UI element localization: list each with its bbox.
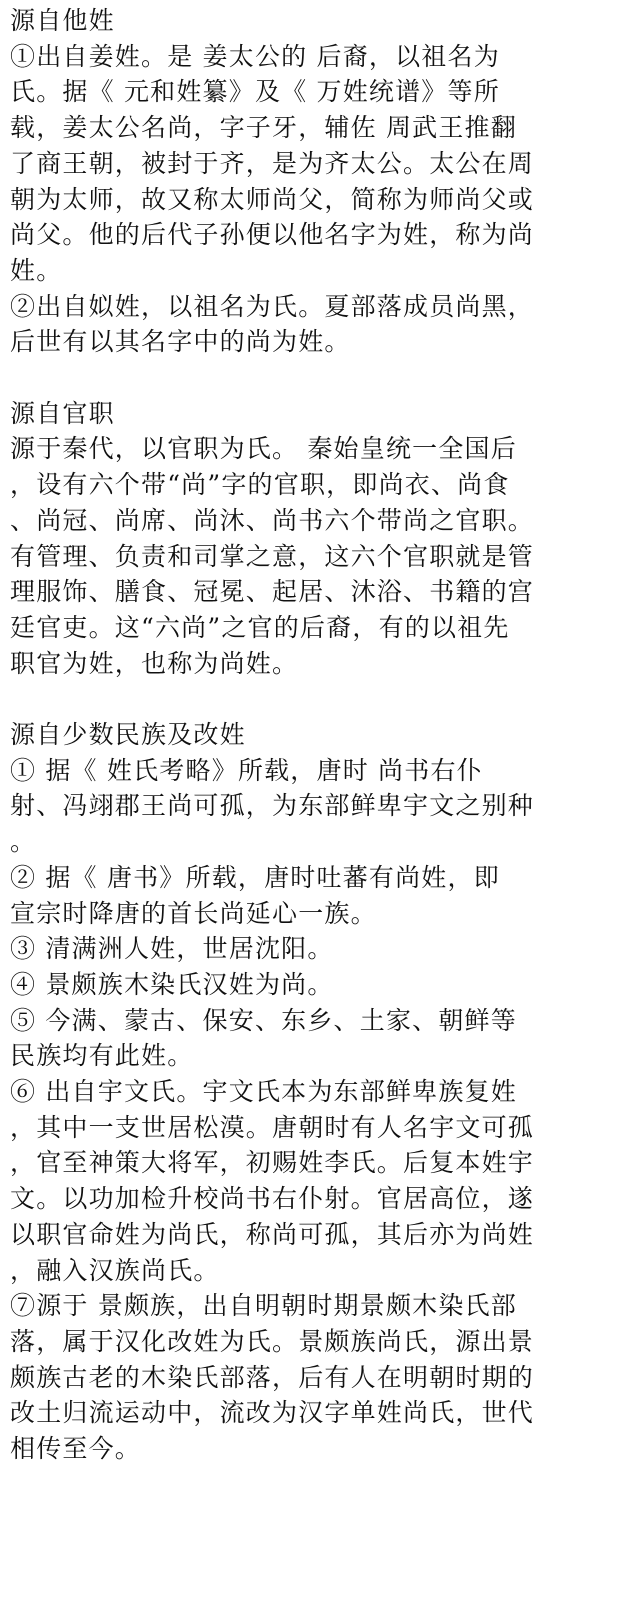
section-heading: 源自少数民族及改姓 [10,720,246,749]
paragraph-line: 以职官命姓为尚氏，称尚可孤，其后亦为尚姓 [10,1219,535,1249]
paragraph-line: 朝为太师，故又称太师尚父，简称为师尚父或 [10,184,535,214]
paragraph-line: ⑦源于 景颇族，出自明朝时期景颇木染氏部 [10,1291,517,1321]
paragraph-line: 。 [10,827,37,857]
section-heading: 源自官职 [10,398,115,428]
paragraph-line: ②出自姒姓，以祖名为氏。夏部落成员尚黑， [10,291,535,321]
paragraph-line: ①出自姜姓。是 姜太公的 后裔，以祖名为 [10,41,500,71]
paragraph-line: 职官为姓，也称为尚姓。 [10,648,299,678]
paragraph-line: ，融入汉族尚氏。 [10,1255,220,1285]
paragraph-line: 落，属于汉化改姓为氏。景颇族尚氏，源出景 [10,1326,535,1356]
paragraph-line: 改土归流运动中，流改为汉字单姓尚氏，世代 [10,1398,535,1428]
paragraph-line: 文。以功加检升校尚书右仆射。官居高位，遂 [10,1184,535,1214]
paragraph-line: 有管理、负责和司掌之意，这六个官职就是管 [10,541,535,571]
paragraph-line: ，设有六个带“尚”字的官职，即尚衣、尚食 [10,470,510,500]
paragraph-line: 民族均有此姓。 [10,1041,194,1071]
paragraph-line: ③ 清满洲人姓，世居沈阳。 [10,934,334,964]
paragraph-line: 射、冯翊郡王尚可孤，为东部鲜卑宇文之别种 [10,791,535,821]
paragraph-line: 姓。 [10,255,63,285]
paragraph-line: 氏。据《 元和姓纂》及《 万姓统谱》等所 [10,77,500,107]
paragraph-line: ⑥ 出自宇文氏。宇文氏本为东部鲜卑族复姓 [10,1077,517,1106]
section-heading: 源自他姓 [10,6,115,35]
paragraph-line: ④ 景颇族木染氏汉姓为尚。 [10,969,334,999]
paragraph-line: ② 据《 唐书》所载，唐时吐蕃有尚姓，即 [10,862,500,892]
paragraph-line: ① 据《 姓氏考略》所载，唐时 尚书右仆 [10,755,483,785]
paragraph-line: 相传至今。 [10,1434,142,1463]
paragraph-line: ⑤ 今满、蒙古、保安、东乡、土家、朝鲜等 [10,1005,517,1035]
paragraph-line: 尚父。他的后代子孙便以他名字为姓，称为尚 [10,220,535,250]
paragraph-line: 理服饰、膳食、冠冕、起居、沐浴、书籍的宫 [10,577,535,607]
paragraph-line: 后世有以其名字中的尚为姓。 [10,327,351,357]
paragraph-line: 、尚冠、尚席、尚沐、尚书六个带尚之官职。 [10,505,535,535]
paragraph-line: 源于秦代，以官职为氏。 秦始皇统一全国后 [10,434,517,464]
paragraph-line: 宣宗时降唐的首长尚延心一族。 [10,898,377,928]
paragraph-line: ，其中一支世居松漠。唐朝时有人名宇文可孤 [10,1112,535,1142]
paragraph-line: 载，姜太公名尚，字子牙，辅佐 周武王推翻 [10,113,517,143]
paragraph-line: 了商王朝，被封于齐，是为齐太公。太公在周 [10,148,535,178]
paragraph-line: 颇族古老的木染氏部落，后有人在明朝时期的 [10,1362,535,1392]
paragraph-line: ，官至神策大将军，初赐姓李氏。后复本姓宇 [10,1148,535,1178]
paragraph-line: 廷官吏。这“六尚”之官的后裔，有的以祖先 [10,612,510,642]
